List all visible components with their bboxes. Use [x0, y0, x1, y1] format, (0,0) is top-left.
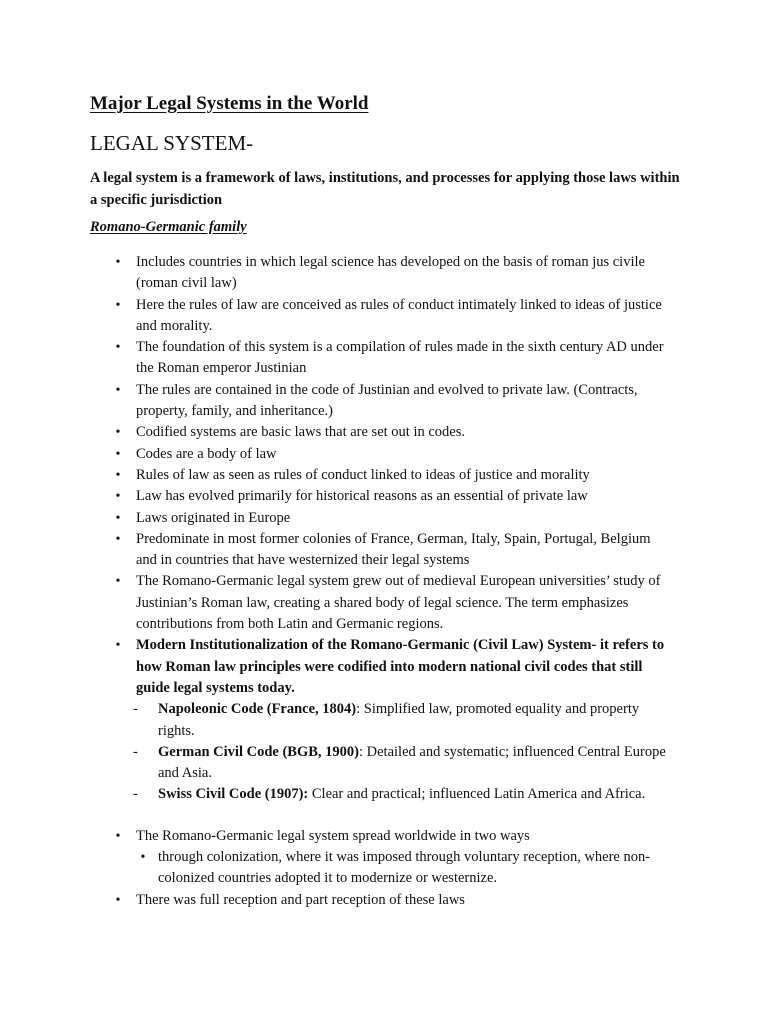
code-description: : Detailed and systematic; influenced Central Europe and Asia.	[158, 743, 666, 782]
document-title: Major Legal Systems in the World	[90, 93, 369, 114]
bullet-icon: •	[115, 382, 121, 398]
list-item-spread	[0, 826, 672, 847]
list-item	[0, 380, 672, 423]
list-item-text: Here the rules of law are conceived as rules of conduct intimately linked to ideas of justice and morality.	[136, 296, 662, 334]
list-item-text: Predominate in most former colonies of France, German, Italy, Spain, Portugal, Belgium and in countries that have westernized their legal systems	[136, 530, 651, 569]
code-name: German Civil Code (BGB, 1900)	[158, 743, 359, 760]
bullet-list	[0, 252, 768, 911]
code-item-napoleonic	[0, 699, 672, 742]
list-item-text: Rules of law as seen as rules of conduct linked to ideas of justice and morality	[136, 466, 590, 483]
definition-paragraph: A legal system is a framework of laws, institutions, and processes for applying those laws within a specific jurisdiction	[90, 170, 680, 208]
code-item-german	[0, 742, 672, 785]
list-item-text: There was full reception and part reception of these laws	[136, 891, 465, 908]
list-item-text: Laws originated in Europe	[136, 509, 291, 526]
list-item	[0, 444, 672, 465]
list-item-text: The Romano-Germanic legal system grew out of medieval European universities’ study of Justinian’s Roman law, creating a shared body of legal science. The term emphasizes contributions from both Latin and Germanic regions.	[136, 573, 661, 633]
code-description: : Simplified law, promoted equality and property rights.	[158, 701, 640, 739]
list-item	[0, 571, 672, 635]
dash-icon: -	[133, 743, 138, 760]
list-item	[0, 529, 672, 572]
dash-icon: -	[133, 786, 138, 803]
list-item	[0, 508, 672, 529]
bullet-icon: •	[115, 446, 121, 462]
list-item	[0, 486, 672, 507]
bullet-icon: •	[115, 489, 121, 505]
code-name: Swiss Civil Code (1907):	[158, 786, 309, 803]
bullet-icon: •	[115, 297, 121, 313]
nested-list-item	[0, 847, 672, 890]
bullet-icon: •	[115, 340, 121, 356]
list-item-modern-institutionalization	[0, 635, 672, 699]
list-item	[0, 337, 672, 380]
list-item-text: through colonization, where it was imposed through voluntary reception, where non-colonized countries adopted it to modernize or westernize.	[158, 849, 651, 887]
code-item-swiss	[0, 784, 672, 805]
code-description: Clear and practical; influenced Latin America and Africa.	[308, 786, 646, 803]
bullet-icon: •	[115, 467, 121, 483]
list-item-text: The rules are contained in the code of Justinian and evolved to private law. (Contracts, property, family, and inheritance.)	[136, 381, 638, 420]
list-item-text: The foundation of this system is a compilation of rules made in the sixth century AD under the Roman emperor Justinian	[136, 339, 664, 377]
bullet-icon: •	[115, 531, 121, 547]
bullet-icon: •	[115, 828, 121, 844]
bullet-icon: •	[115, 892, 121, 908]
bullet-icon: •	[115, 255, 121, 270]
list-item-reception	[0, 890, 672, 911]
code-name: Napoleonic Code (France, 1804)	[158, 701, 357, 718]
list-item-text: Law has evolved primarily for historical reasons as an essential of private law	[136, 488, 588, 505]
list-item	[0, 252, 672, 295]
list-item	[0, 465, 672, 486]
bullet-icon: •	[115, 638, 121, 654]
bullet-icon: •	[115, 574, 121, 590]
list-item-text: Codes are a body of law	[136, 445, 277, 462]
bullet-icon: •	[115, 425, 121, 441]
list-item	[0, 422, 672, 443]
bullet-icon: •	[140, 850, 146, 866]
paragraph-spacer	[0, 806, 768, 826]
list-item-text: The Romano-Germanic legal system spread worldwide in two ways	[136, 827, 530, 844]
list-item	[0, 295, 672, 338]
section-heading: LEGAL SYSTEM-	[90, 131, 254, 155]
dash-icon: -	[133, 701, 138, 718]
list-item-text: Includes countries in which legal science has developed on the basis of roman jus civile (roman civil law)	[136, 254, 645, 292]
list-item-text: Modern Institutionalization of the Romano-Germanic (Civil Law) System- it refers to how Roman law principles were codified into modern national civil codes that still guide legal systems today.	[136, 637, 665, 696]
list-item-text: Codified systems are basic laws that are set out in codes.	[136, 424, 465, 441]
romano-germanic-heading: Romano-Germanic family	[90, 219, 247, 235]
bullet-icon: •	[115, 510, 121, 526]
